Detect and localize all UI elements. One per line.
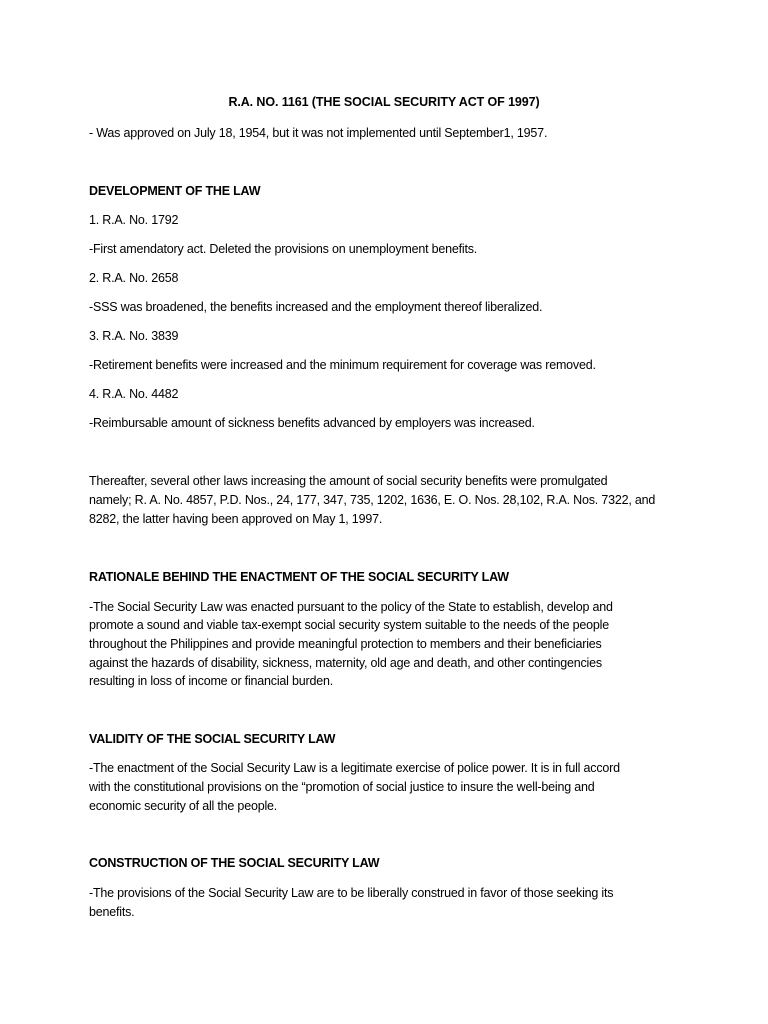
item-4-note: -Reimbursable amount of sickness benefits advanced by employers was increased. bbox=[89, 416, 535, 430]
rationale-line-1: -The Social Security Law was enacted pursuant to the policy of the State to establish, develop and bbox=[89, 600, 613, 614]
thereafter-line-2: namely; R. A. No. 4857, P.D. Nos., 24, 177, 347, 735, 1202, 1636, E. O. Nos. 28,102, R.A. Nos. 7322, and bbox=[89, 493, 656, 507]
validity-line-1: -The enactment of the Social Security Law is a legitimate exercise of police power. It is in full accord bbox=[89, 761, 620, 775]
item-2-note: -SSS was broadened, the benefits increased and the employment thereof liberalized. bbox=[89, 300, 543, 314]
rationale-line-2: promote a sound and viable tax-exempt social security system suitable to the needs of the people bbox=[89, 618, 609, 632]
item-3-note: -Retirement benefits were increased and the minimum requirement for coverage was removed. bbox=[89, 358, 596, 372]
validity-line-2: with the constitutional provisions on the “promotion of social justice to insure the well-being and bbox=[89, 780, 595, 794]
validity-line-3: economic security of all the people. bbox=[89, 799, 278, 813]
rationale-line-4: against the hazards of disability, sickness, maternity, old age and death, and other contingencies bbox=[89, 656, 602, 670]
rationale-line-3: throughout the Philippines and provide meaningful protection to members and their beneficiaries bbox=[89, 637, 602, 651]
page-title: R.A. NO. 1161 (THE SOCIAL SECURITY ACT OF 1997) bbox=[228, 95, 540, 109]
item-1-label: 1. R.A. No. 1792 bbox=[89, 213, 179, 227]
rationale-line-5: resulting in loss of income or financial burden. bbox=[89, 674, 334, 688]
intro-text: - Was approved on July 18, 1954, but it was not implemented until September1, 1957. bbox=[89, 126, 548, 140]
validity-heading: VALIDITY OF THE SOCIAL SECURITY LAW bbox=[89, 732, 336, 746]
construction-line-2: benefits. bbox=[89, 905, 135, 919]
item-1-note: -First amendatory act. Deleted the provisions on unemployment benefits. bbox=[89, 242, 478, 256]
construction-line-1: -The provisions of the Social Security Law are to be liberally construed in favor of those seeking its bbox=[89, 886, 614, 900]
item-4-label: 4. R.A. No. 4482 bbox=[89, 387, 179, 401]
thereafter-line-1: Thereafter, several other laws increasing the amount of social security benefits were promulgated bbox=[89, 474, 608, 488]
item-3-label: 3. R.A. No. 3839 bbox=[89, 329, 179, 343]
rationale-heading: RATIONALE BEHIND THE ENACTMENT OF THE SOCIAL SECURITY LAW bbox=[89, 570, 509, 584]
development-heading: DEVELOPMENT OF THE LAW bbox=[89, 184, 261, 198]
item-2-label: 2. R.A. No. 2658 bbox=[89, 271, 179, 285]
construction-heading: CONSTRUCTION OF THE SOCIAL SECURITY LAW bbox=[89, 856, 380, 870]
thereafter-line-3: 8282, the latter having been approved on May 1, 1997. bbox=[89, 512, 383, 526]
